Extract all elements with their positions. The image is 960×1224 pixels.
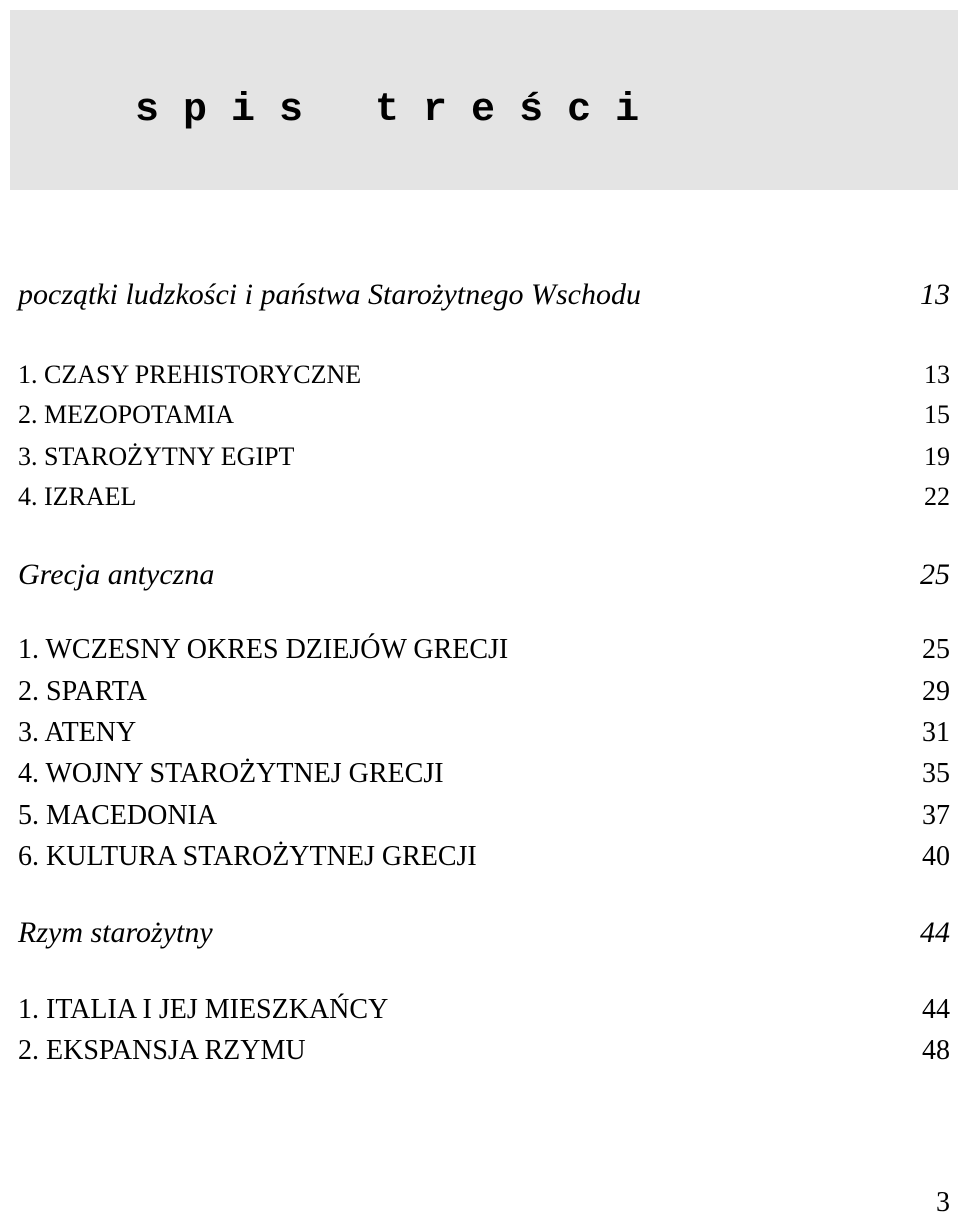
toc-entry-label: 2. EKSPANSJA RZYMU: [18, 1035, 306, 1066]
page-number: 3: [936, 1187, 950, 1218]
toc-entry[interactable]: [18, 841, 950, 873]
toc-entry-page: 31: [922, 717, 950, 748]
section-title: Rzym starożytny: [18, 916, 213, 949]
toc-entry-label: 3. STAROŻYTNY EGIPT: [18, 442, 295, 471]
section-title: Grecja antyczna: [18, 558, 215, 591]
page-title: s p i s t r e ś c i: [135, 88, 640, 133]
toc-entry-label: 1. ITALIA I JEJ MIESZKAŃCY: [18, 994, 389, 1025]
toc-entry[interactable]: [18, 1035, 950, 1067]
toc-entry[interactable]: [18, 800, 950, 832]
section-heading-greece[interactable]: [18, 558, 950, 592]
toc-entry[interactable]: [18, 400, 950, 430]
toc-entry-label: 5. MACEDONIA: [18, 800, 218, 831]
toc-entry-label: 1. WCZESNY OKRES DZIEJÓW GRECJI: [18, 634, 509, 665]
toc-entry-page: 22: [924, 482, 950, 511]
section-page: 44: [920, 916, 950, 949]
toc-entry[interactable]: [18, 634, 950, 666]
toc-entry-label: 4. WOJNY STAROŻYTNEJ GRECJI: [18, 758, 444, 789]
toc-entry-page: 13: [924, 360, 950, 389]
toc-entry-label: 3. ATENY: [18, 717, 137, 748]
toc-entry[interactable]: [18, 360, 950, 390]
toc-entry-page: 25: [922, 634, 950, 665]
toc-entry-page: 44: [922, 994, 950, 1025]
toc-entry[interactable]: [18, 676, 950, 708]
toc-entry-page: 15: [924, 400, 950, 429]
toc-entry[interactable]: [18, 442, 950, 472]
section-heading-ancient-east[interactable]: [18, 278, 950, 312]
toc-entry-page: 40: [922, 841, 950, 872]
section-heading-rome[interactable]: [18, 916, 950, 950]
title-banner: [10, 10, 958, 190]
section-page: 13: [920, 278, 950, 311]
toc-entry-label: 2. MEZOPOTAMIA: [18, 400, 235, 429]
toc-entry-label: 4. IZRAEL: [18, 482, 137, 511]
section-title: początki ludzkości i państwa Starożytnego Wschodu: [18, 278, 641, 311]
toc-entry-page: 48: [922, 1035, 950, 1066]
toc-entry-label: 2. SPARTA: [18, 676, 147, 707]
toc-entry-label: 1. CZASY PREHISTORYCZNE: [18, 360, 362, 389]
section-page: 25: [920, 558, 950, 591]
toc-entry[interactable]: [18, 717, 950, 749]
toc-entry-page: 37: [922, 800, 950, 831]
toc-entry-label: 6. KULTURA STAROŻYTNEJ GRECJI: [18, 841, 477, 872]
toc-entry-page: 29: [922, 676, 950, 707]
toc-entry-page: 19: [924, 442, 950, 471]
toc-entry[interactable]: [18, 994, 950, 1026]
toc-entry-page: 35: [922, 758, 950, 789]
toc-entry[interactable]: [18, 482, 950, 512]
toc-entry[interactable]: [18, 758, 950, 790]
